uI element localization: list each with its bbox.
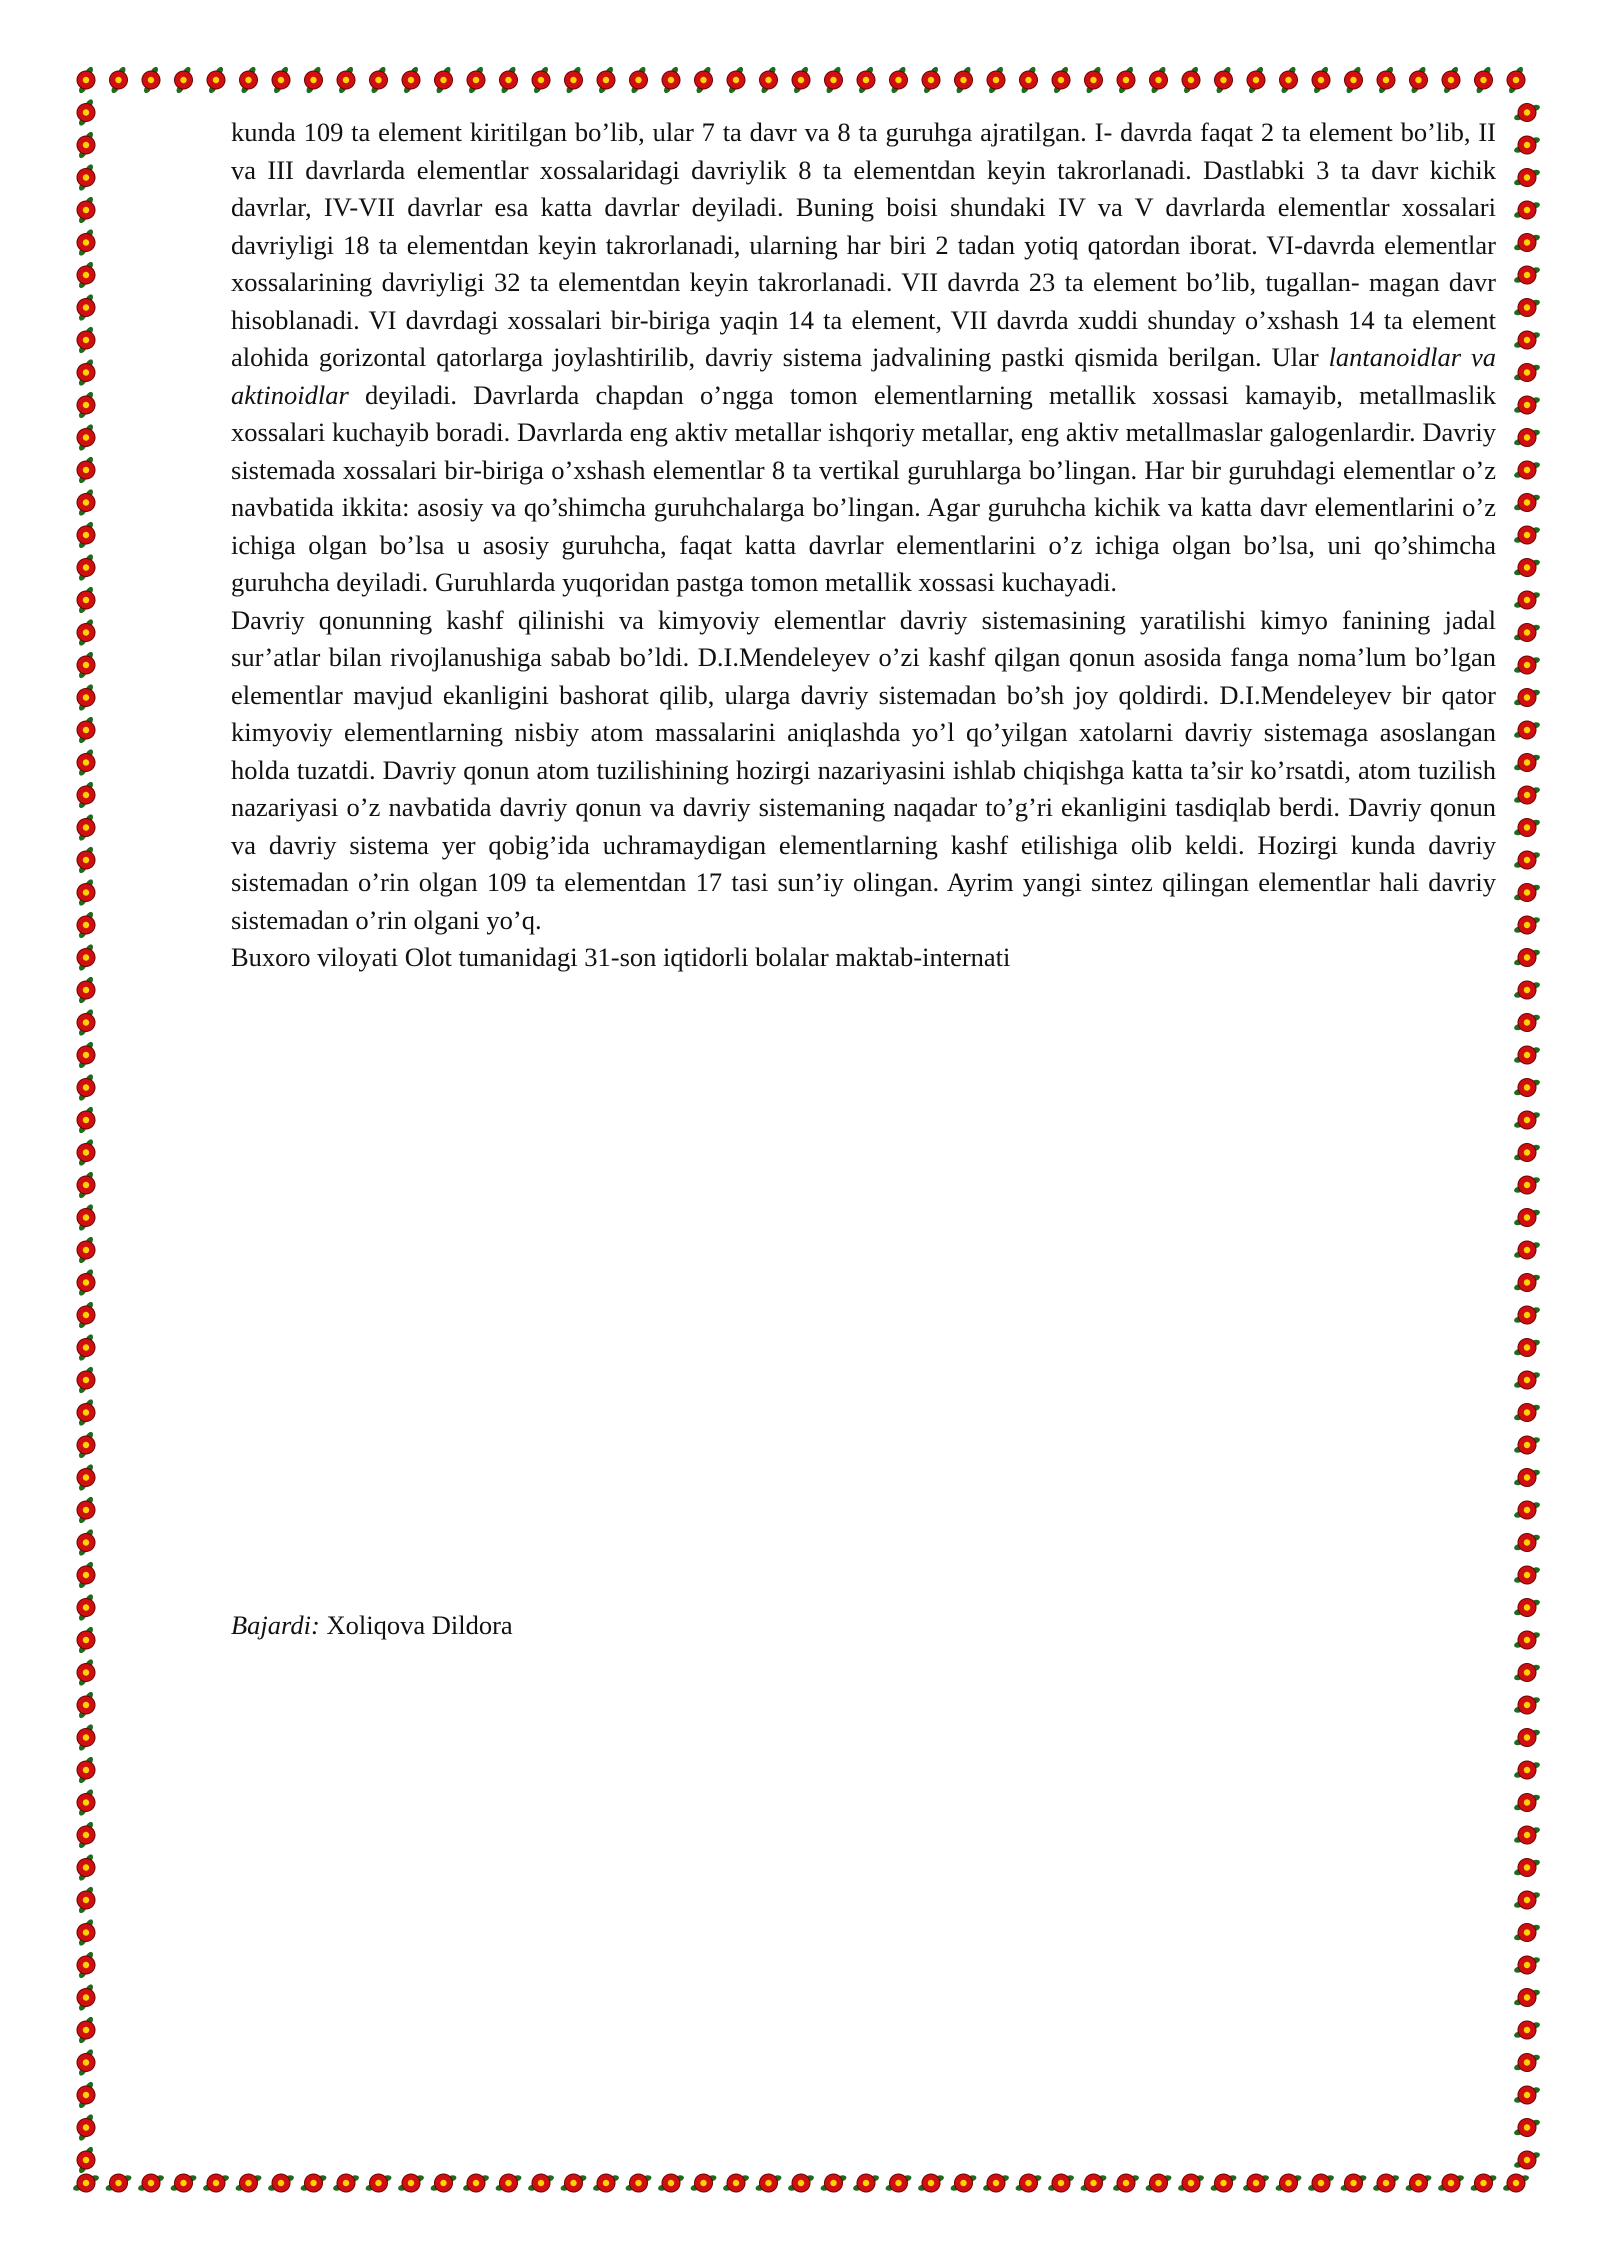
flower-icon: [136, 2167, 167, 2198]
flower-icon: [526, 64, 557, 95]
flower-icon: [1241, 2167, 1272, 2198]
flower-icon: [71, 292, 102, 323]
flower-icon: [1273, 2167, 1304, 2198]
flower-icon: [71, 2047, 102, 2078]
flower-icon: [688, 2167, 719, 2198]
flower-icon: [71, 682, 102, 713]
flower-icon: [1512, 1722, 1543, 1753]
document-body: [231, 114, 1496, 977]
flower-icon: [818, 2167, 849, 2198]
flower-icon: [1512, 1559, 1543, 1590]
flower-icon: [71, 1429, 102, 1460]
flower-icon: [71, 259, 102, 290]
flower-icon: [1512, 129, 1543, 160]
flower-icon: [1512, 974, 1543, 1005]
flower-icon: [1512, 2144, 1543, 2175]
flower-icon: [71, 1104, 102, 1135]
flower-icon: [103, 64, 134, 95]
flower-icon: [71, 2079, 102, 2110]
flower-icon: [1512, 2014, 1543, 2045]
flower-icon: [71, 1007, 102, 1038]
flower-icon: [1512, 1527, 1543, 1558]
flower-icon: [753, 2167, 784, 2198]
flower-icon: [948, 2167, 979, 2198]
flower-icon: [1512, 682, 1543, 713]
flower-icon: [1512, 1039, 1543, 1070]
flower-icon: [591, 2167, 622, 2198]
flower-icon: [1371, 64, 1402, 95]
flower-icon: [71, 422, 102, 453]
signature-line: [231, 1607, 513, 1645]
flower-icon: [916, 2167, 947, 2198]
flower-icon: [1512, 487, 1543, 518]
flower-icon: [623, 64, 654, 95]
flower-icon: [71, 1039, 102, 1070]
flower-icon: [71, 779, 102, 810]
flower-icon: [201, 64, 232, 95]
flower-icon: [71, 1982, 102, 2013]
flower-icon: [1306, 2167, 1337, 2198]
flower-icon: [71, 1884, 102, 1915]
flower-icon: [71, 844, 102, 875]
flower-icon: [721, 2167, 752, 2198]
flower-icon: [1078, 2167, 1109, 2198]
flower-icon: [396, 64, 427, 95]
flower-icon: [591, 64, 622, 95]
flower-icon: [558, 2167, 589, 2198]
flower-icon: [331, 2167, 362, 2198]
flower-icon: [136, 64, 167, 95]
flower-icon: [71, 1722, 102, 1753]
italic-term: lantanoidlar va aktinoidlar: [231, 342, 1496, 410]
flower-icon: [71, 389, 102, 420]
flower-icon: [168, 64, 199, 95]
flower-icon: [1501, 64, 1532, 95]
flower-icon: [71, 747, 102, 778]
flower-icon: [461, 2167, 492, 2198]
flower-icon: [71, 1657, 102, 1688]
flower-icon: [1111, 64, 1142, 95]
flower-icon: [1512, 259, 1543, 290]
flower-icon: [71, 1754, 102, 1785]
flower-icon: [851, 64, 882, 95]
flower-icon: [71, 1137, 102, 1168]
paragraph-text-part-3: deyiladi. Davrlarda chapdan o’ngga tomon elementlarning metallik xossasi kamayib, metallmaslik xossalari kuchayib boradi. Davrlarda eng aktiv metallar ishqoriy metallar, eng aktiv metallmaslar galogenlardir. Davriy sistemada xossalari bir-biriga o’xshash elementlar 8 ta vertikal guruhlarga bo’lingan. Har bir guruhdagi elementlar o’z navbatida ikkita: asosiy va qo’shimcha guruhchalarga bo’lingan. Agar guruhcha kichik va katta davr elementlarini o’z ichiga olgan bo’lsa u asosiy guruhcha, faqat katta davrlar elementlarini o’z ichiga olgan bo’lsa, uni qo’shimcha guruhcha deyiladi. Guruhlarda yuqoridan pastga tomon metallik xossasi kuchayadi.: [231, 379, 1496, 597]
flower-icon: [1436, 2167, 1467, 2198]
flower-icon: [1512, 162, 1543, 193]
paragraph-discovery: Davriy qonunning kashf qilinishi va kimyoviy elementlar davriy sistemasining yaratilishi kimyo fanining jadal sur’atlar bilan rivojlanushiga sabab bo’ldi. D.I.Mendeleyev o’zi kashf qilgan qonun asosida fanga noma’lum bo’lgan elementlar mavjud ekanligini bashorat qilib, ularga davriy sistemadan bo’sh joy qoldirdi. D.I.Mendeleyev bir qator kimyoviy elementlarning nisbiy atom massalarini aniqlashda yo’l qo’yilgan xatolarni davriy sistemaga asoslangan holda tuzatdi. Davriy qonun atom tuzilishining hozirgi nazariyasini ishlab chiqishga katta ta’sir ko’rsatdi, atom tuzilish nazariyasi o’z navbatida davriy qonun va davriy sistemaning naqadar to’g’ri ekanligini tasdiqlab berdi. Davriy qonun va davriy sistema yer qobig’ida uchramaydigan elementlarning kashf etilishiga olib keldi. Hozirgi kunda davriy sistemadan o’rin olgan 109 ta elementdan 17 tasi sun’iy olingan. Ayrim yangi sintez qilingan elementlar hali davriy sistemadan o’rin olgani yo’q.: [231, 604, 1496, 935]
flower-icon: [1512, 1137, 1543, 1168]
flower-icon: [1371, 2167, 1402, 2198]
flower-icon: [1512, 747, 1543, 778]
flower-icon: [71, 2167, 102, 2198]
flower-icon: [1013, 64, 1044, 95]
flower-icon: [71, 1267, 102, 1298]
flower-icon: [1512, 1332, 1543, 1363]
flower-icon: [1208, 2167, 1239, 2198]
flower-icon: [1512, 1007, 1543, 1038]
flower-icon: [1501, 2167, 1532, 2198]
paragraph-periodic-structure: [231, 114, 1496, 602]
flower-icon: [71, 909, 102, 940]
flower-icon: [558, 64, 589, 95]
flower-icon: [623, 2167, 654, 2198]
flower-icon: [71, 1819, 102, 1850]
flower-icon: [71, 877, 102, 908]
school-line: Buxoro viloyati Olot tumanidagi 31-son iqtidorli bolalar maktab-internati: [231, 942, 1011, 972]
flower-icon: [1512, 357, 1543, 388]
flower-icon: [71, 1364, 102, 1395]
flower-icon: [656, 2167, 687, 2198]
flower-icon: [1468, 64, 1499, 95]
flower-icon: [71, 227, 102, 258]
flower-icon: [721, 64, 752, 95]
flower-icon: [71, 1527, 102, 1558]
flower-icon: [1512, 1624, 1543, 1655]
flower-icon: [1512, 1267, 1543, 1298]
flower-icon: [1512, 1429, 1543, 1460]
flower-icon: [71, 1949, 102, 1980]
flower-icon: [233, 64, 264, 95]
flower-icon: [168, 2167, 199, 2198]
flower-icon: [1512, 1397, 1543, 1428]
flower-icon: [1512, 844, 1543, 875]
flower-icon: [1078, 64, 1109, 95]
flower-icon: [331, 64, 362, 95]
flower-icon: [1512, 194, 1543, 225]
flower-icon: [71, 1234, 102, 1265]
flower-icon: [71, 162, 102, 193]
flower-icon: [201, 2167, 232, 2198]
flower-icon: [1512, 2112, 1543, 2143]
flower-icon: [1512, 1592, 1543, 1623]
flower-icon: [71, 1592, 102, 1623]
flower-icon: [71, 1852, 102, 1883]
flower-icon: [1512, 1787, 1543, 1818]
flower-icon: [818, 64, 849, 95]
flower-icon: [916, 64, 947, 95]
flower-icon: [1512, 292, 1543, 323]
flower-icon: [1512, 1949, 1543, 1980]
flower-icon: [1208, 64, 1239, 95]
flower-icon: [1512, 324, 1543, 355]
flower-icon: [1512, 1364, 1543, 1395]
flower-icon: [1111, 2167, 1142, 2198]
flower-icon: [1512, 714, 1543, 745]
flower-icon: [1512, 649, 1543, 680]
flower-icon: [71, 1169, 102, 1200]
flower-icon: [298, 64, 329, 95]
flower-icon: [71, 1397, 102, 1428]
flower-icon: [461, 64, 492, 95]
flower-icon: [71, 974, 102, 1005]
flower-icon: [1241, 64, 1272, 95]
flower-icon: [1512, 97, 1543, 128]
flower-icon: [71, 812, 102, 843]
flower-icon: [1403, 2167, 1434, 2198]
flower-icon: [363, 64, 394, 95]
flower-icon: [71, 714, 102, 745]
flower-icon: [1468, 2167, 1499, 2198]
paragraph-text-part-1: kunda 109 ta element kiritilgan bo’lib, ular 7 ta davr va 8 ta guruhga ajratilgan. I- davrda faqat 2 ta element bo’lib, II va III davrlarda elementlar xossalaridagi davriylik 8 ta elementdan keyin takrorlanadi. Dastlabki 3 ta davr kichik davrlar, IV-VII davrlar esa katta davrlar deyiladi. Buning boisi shundaki IV va V davrlarda elementlar xossalari davriyligi 18 ta elementdan keyin takrorlanadi, ularning har biri 2 tadan yotiq qatordan iborat. VI-davrda elementlar xossalarining davriyligi 32 ta elementdan keyin takrorlanadi. VII davrda 23 ta element bo’lib, tugallan-: [231, 117, 1496, 297]
flower-icon: [1436, 64, 1467, 95]
flower-icon: [71, 584, 102, 615]
flower-icon: [71, 1332, 102, 1363]
flower-icon: [71, 357, 102, 388]
flower-icon: [1512, 909, 1543, 940]
flower-icon: [1512, 877, 1543, 908]
flower-icon: [883, 2167, 914, 2198]
flower-icon: [71, 1917, 102, 1948]
flower-icon: [103, 2167, 134, 2198]
flower-icon: [71, 1299, 102, 1330]
flower-icon: [1512, 1819, 1543, 1850]
flower-icon: [71, 1494, 102, 1525]
flower-icon: [71, 1689, 102, 1720]
flower-icon: [1512, 1689, 1543, 1720]
flower-icon: [71, 1462, 102, 1493]
flower-icon: [1512, 1104, 1543, 1135]
flower-icon: [1512, 454, 1543, 485]
flower-icon: [1512, 1754, 1543, 1785]
flower-icon: [656, 64, 687, 95]
flower-icon: [786, 64, 817, 95]
flower-icon: [1512, 1169, 1543, 1200]
signature-label: Bajardi:: [231, 1610, 320, 1640]
flower-icon: [883, 64, 914, 95]
flower-icon: [1512, 1462, 1543, 1493]
flower-icon: [1512, 942, 1543, 973]
flower-icon: [71, 2014, 102, 2045]
flower-icon: [428, 64, 459, 95]
flower-icon: [981, 64, 1012, 95]
flower-icon: [786, 2167, 817, 2198]
flower-icon: [1143, 64, 1174, 95]
flower-icon: [1512, 1299, 1543, 1330]
flower-icon: [71, 552, 102, 583]
flower-icon: [981, 2167, 1012, 2198]
flower-icon: [688, 64, 719, 95]
flower-icon: [1512, 1884, 1543, 1915]
flower-icon: [1338, 64, 1369, 95]
flower-icon: [71, 519, 102, 550]
flower-icon: [1512, 779, 1543, 810]
flower-icon: [71, 1202, 102, 1233]
flower-icon: [266, 64, 297, 95]
flower-icon: [71, 2112, 102, 2143]
paragraph-text-part-2: magan davr hisoblanadi. VI davrdagi xossalari bir-biriga yaqin 14 ta element, VII davrda xuddi shunday o’xshash 14 ta element alohida gorizontal qatorlarga joylashtirilib, davriy sistema jadvalining pastki qismida berilgan. Ular: [231, 267, 1496, 372]
flower-icon: [1512, 422, 1543, 453]
flower-icon: [1046, 64, 1077, 95]
flower-icon: [851, 2167, 882, 2198]
flower-icon: [396, 2167, 427, 2198]
flower-icon: [1512, 1494, 1543, 1525]
flower-icon: [1512, 389, 1543, 420]
flower-icon: [1512, 617, 1543, 648]
flower-icon: [1046, 2167, 1077, 2198]
flower-icon: [1403, 64, 1434, 95]
flower-icon: [493, 64, 524, 95]
flower-icon: [1512, 552, 1543, 583]
flower-icon: [71, 1624, 102, 1655]
flower-icon: [526, 2167, 557, 2198]
flower-icon: [71, 1787, 102, 1818]
flower-icon: [1512, 1234, 1543, 1265]
flower-icon: [1512, 1982, 1543, 2013]
flower-icon: [233, 2167, 264, 2198]
flower-icon: [71, 324, 102, 355]
flower-icon: [1176, 2167, 1207, 2198]
flower-icon: [493, 2167, 524, 2198]
flower-icon: [71, 649, 102, 680]
flower-icon: [1512, 812, 1543, 843]
flower-icon: [363, 2167, 394, 2198]
signature-name: Xoliqova Dildora: [319, 1610, 513, 1640]
flower-icon: [1143, 2167, 1174, 2198]
flower-icon: [1338, 2167, 1369, 2198]
flower-icon: [71, 64, 102, 95]
flower-icon: [1512, 227, 1543, 258]
flower-icon: [71, 1072, 102, 1103]
flower-icon: [1512, 1852, 1543, 1883]
flower-icon: [428, 2167, 459, 2198]
flower-icon: [71, 454, 102, 485]
flower-icon: [753, 64, 784, 95]
flower-icon: [1512, 584, 1543, 615]
flower-icon: [1512, 1202, 1543, 1233]
flower-icon: [1512, 2047, 1543, 2078]
flower-icon: [1306, 64, 1337, 95]
flower-icon: [71, 97, 102, 128]
flower-icon: [298, 2167, 329, 2198]
flower-icon: [1273, 64, 1304, 95]
flower-icon: [71, 129, 102, 160]
flower-icon: [71, 194, 102, 225]
flower-icon: [1013, 2167, 1044, 2198]
flower-icon: [1512, 1917, 1543, 1948]
flower-icon: [1512, 2079, 1543, 2110]
flower-icon: [71, 617, 102, 648]
flower-icon: [1512, 1072, 1543, 1103]
flower-icon: [1176, 64, 1207, 95]
flower-icon: [948, 64, 979, 95]
flower-icon: [71, 2144, 102, 2175]
flower-icon: [71, 942, 102, 973]
flower-icon: [1512, 1657, 1543, 1688]
flower-icon: [266, 2167, 297, 2198]
flower-icon: [1512, 519, 1543, 550]
flower-icon: [71, 1559, 102, 1590]
flower-icon: [71, 487, 102, 518]
